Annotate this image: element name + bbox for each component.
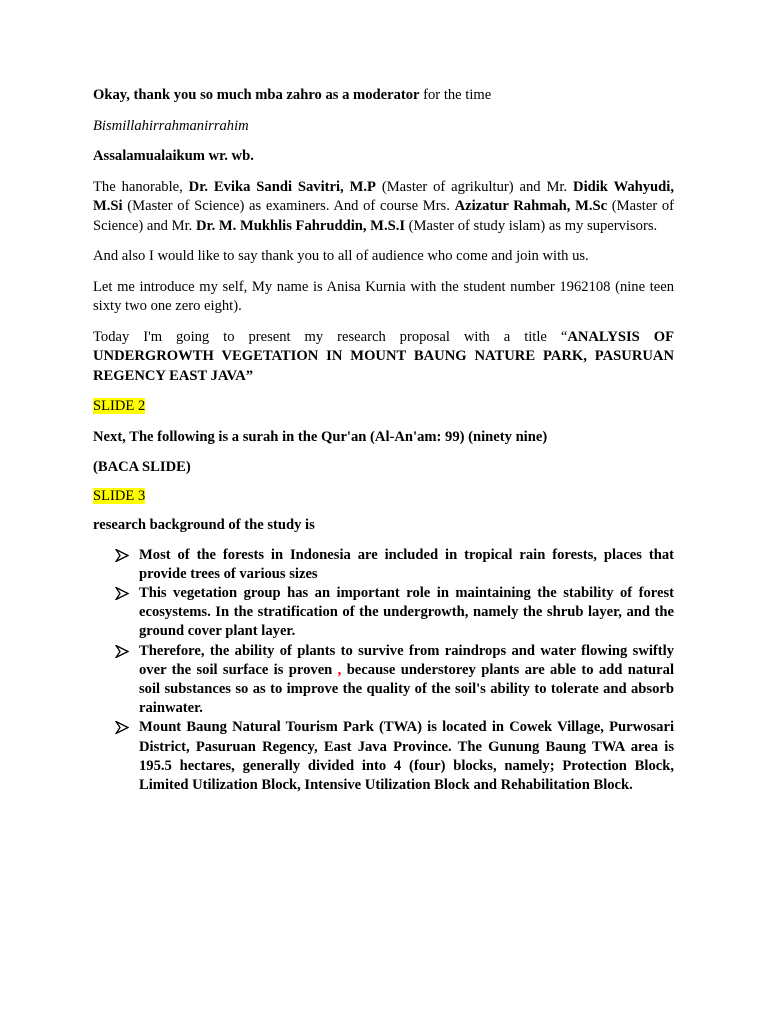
honorable-text-1: The hanorable, xyxy=(93,178,189,195)
list-item-text-part-2: because understorey plants are able to add natural soil substances so as to improve the quality of the soil's ability to tolerate and absorb rainwater. xyxy=(139,661,674,717)
arrowhead-bullet-icon xyxy=(115,549,129,562)
list-item-text-part-1: Therefore, the ability of plants to survive from raindrops and water flowing swiftly over the soil surface is proven xyxy=(139,642,674,678)
baca-slide: (BACA SLIDE) xyxy=(93,459,191,475)
honorable-text-3: (Master of Science) as examiners. And of course Mrs. xyxy=(122,198,455,214)
salam: Assalamualaikum wr. wb. xyxy=(93,148,254,164)
today-paragraph xyxy=(93,328,674,387)
today-text: Today I'm going to present my research proposal with a title “ xyxy=(93,328,568,345)
honorable-text-2: (Master of agrikultur) and Mr. xyxy=(375,178,574,195)
list-item-text: Mount Baung Natural Tourism Park (TWA) is located in Cowek Village, Purwosari District, Pasuruan Regency, East Java Province. The Gunung Baung TWA area is 195.5 hectares, generally divided into 4 (four) blocks, namely; Protection Block, Limited Utilization Block, Intensive Utilization Block and Rehabilitation Block. xyxy=(139,719,674,793)
arrowhead-bullet-icon xyxy=(115,587,129,600)
opening-line xyxy=(93,86,674,106)
slide-2-label: SLIDE 2 xyxy=(93,398,146,414)
supervisor-name-2: Dr. M. Mukhlis Fahruddin, M.S.I xyxy=(195,217,406,234)
list-item-text: This vegetation group has an important role in maintaining the stability of forest ecosystems. In the stratification of the undergrowth, namely the shrub layer, and the ground cover plant layer. xyxy=(139,584,674,640)
list-item xyxy=(139,546,674,584)
thanks-paragraph: And also I would like to say thank you to all of audience who come and join with us. xyxy=(93,248,589,264)
opening-rest: for the time xyxy=(419,87,492,103)
honorable-text-4: (Master of Science) and Mr. xyxy=(93,198,674,234)
list-item-text: Most of the forests in Indonesia are included in tropical rain forests, places that provide trees of various sizes xyxy=(139,546,674,582)
research-title: ANALYSIS OF UNDERGROWTH VEGETATION IN MOUNT BAUNG NATURE PARK, PASURUAN REGENCY EAST JAVA” xyxy=(93,328,674,384)
surah-line: Next, The following is a surah in the Qur'an (Al-An'am: 99) (ninety nine) xyxy=(93,428,548,445)
list-item xyxy=(139,718,674,795)
slide-3-marker xyxy=(93,487,674,507)
slide-2-marker xyxy=(93,397,674,417)
supervisor-name-1: Azizatur Rahmah, M.Sc xyxy=(454,198,608,214)
document-page xyxy=(93,86,674,795)
bismillah: Bismillahirrahmanirrahim xyxy=(93,117,249,134)
list-item xyxy=(139,642,674,719)
slide-3-label: SLIDE 3 xyxy=(93,487,146,504)
red-comma: , xyxy=(337,661,342,678)
examiner-name-2: Didik Wahyudi, M.Si xyxy=(93,178,674,214)
background-list xyxy=(93,546,674,796)
opening-bold: Okay, thank you so much mba zahro as a moderator xyxy=(93,87,420,103)
arrowhead-bullet-icon xyxy=(115,645,129,658)
intro-paragraph: Let me introduce my self, My name is Anisa Kurnia with the student number 1962108 (nine teen sixty two one zero eight). xyxy=(93,278,674,314)
examiner-name-1: Dr. Evika Sandi Savitri, M.P xyxy=(188,178,376,195)
honorable-text-5: (Master of study islam) as my supervisors. xyxy=(405,217,658,234)
background-heading: research background of the study is xyxy=(93,517,315,533)
list-item xyxy=(139,584,674,642)
arrowhead-bullet-icon xyxy=(115,721,129,734)
honorable-paragraph xyxy=(93,178,674,237)
